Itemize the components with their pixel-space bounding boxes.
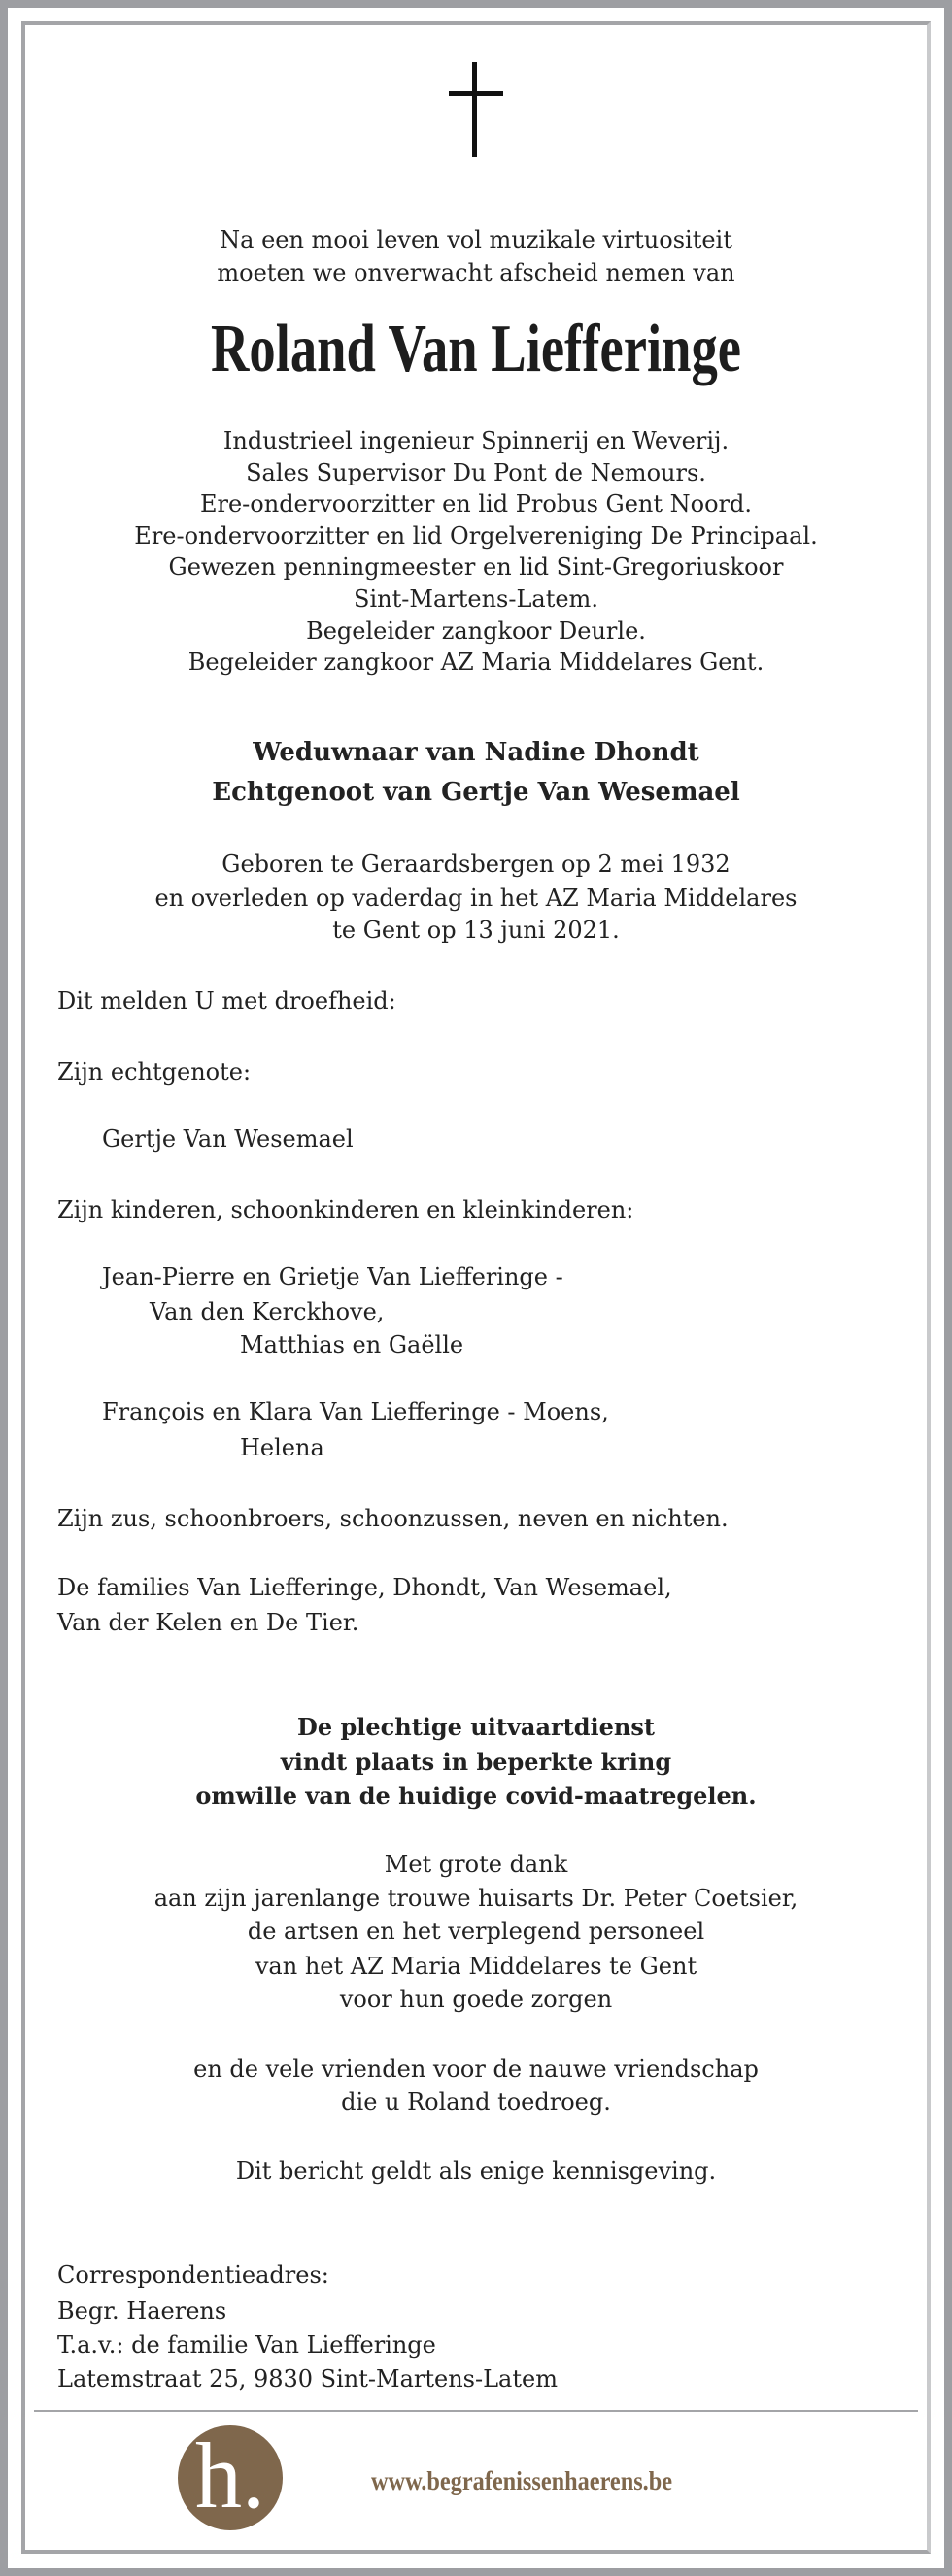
logo-letter: h. xyxy=(195,2425,265,2527)
thanks-line: van het AZ Maria Middelares te Gent xyxy=(255,1953,697,1980)
friends-line: en de vele vrienden voor de nauwe vriendschap xyxy=(193,2056,759,2083)
footer-divider xyxy=(34,2410,918,2412)
service-line: De plechtige uitvaartdienst xyxy=(297,1713,655,1741)
thanks-line: de artsen en het verplegend personeel xyxy=(247,1918,705,1945)
title-line: Ere-ondervoorzitter en lid Probus Gent Noord. xyxy=(199,490,753,518)
wife-heading: Zijn echtgenote: xyxy=(57,1058,252,1086)
child-line: Jean-Pierre en Grietje Van Liefferinge - xyxy=(102,1263,563,1290)
birth-line: te Gent op 13 juni 2021. xyxy=(332,917,620,944)
intro-line: moeten we onverwacht afscheid nemen van xyxy=(217,259,735,286)
families-line: Van der Kelen en De Tier. xyxy=(57,1609,359,1636)
grandchild-line: Helena xyxy=(240,1434,324,1461)
families-line: De families Van Liefferinge, Dhondt, Van Wesemael, xyxy=(57,1574,672,1601)
title-line: Ere-ondervoorzitter en lid Orgelvereniging De Principaal. xyxy=(134,522,818,550)
child-line: Van den Kerckhove, xyxy=(150,1298,385,1325)
friends-line: die u Roland toedroeg. xyxy=(341,2089,611,2116)
address-line: Begr. Haerens xyxy=(57,2297,227,2325)
grandchild-line: Matthias en Gaëlle xyxy=(240,1331,464,1358)
birth-line: en overleden op vaderdag in het AZ Maria Middelares xyxy=(154,885,798,912)
notice-text: Dit bericht geldt als enige kennisgeving. xyxy=(235,2158,717,2185)
title-line: Sint-Martens-Latem. xyxy=(354,585,598,613)
announce-text: Dit melden U met droefheid: xyxy=(57,987,396,1015)
funeral-home-logo xyxy=(178,2425,283,2530)
wife-name: Gertje Van Wesemael xyxy=(102,1125,354,1153)
address-line: T.a.v.: de familie Van Liefferinge xyxy=(57,2331,436,2359)
title-line: Begeleider zangkoor AZ Maria Middelares Gent. xyxy=(187,649,765,676)
children-heading: Zijn kinderen, schoonkinderen en kleinkinderen: xyxy=(57,1196,634,1223)
address-line: Latemstraat 25, 9830 Sint-Martens-Latem xyxy=(57,2365,558,2392)
siblings-text: Zijn zus, schoonbroers, schoonzussen, neven en nichten. xyxy=(57,1505,729,1532)
title-line: Industrieel ingenieur Spinnerij en Weverij. xyxy=(222,427,730,454)
title-line: Begeleider zangkoor Deurle. xyxy=(306,618,646,645)
cross-icon xyxy=(449,62,503,157)
birth-line: Geboren te Geraardsbergen op 2 mei 1932 xyxy=(221,851,731,878)
website-link[interactable]: www.begrafenissenhaerens.be xyxy=(371,2466,673,2495)
spouse-line: Echtgenoot van Gertje Van Wesemael xyxy=(212,778,740,807)
deceased-name: Roland Van Liefferinge xyxy=(210,312,742,386)
spouse-line: Weduwnaar van Nadine Dhondt xyxy=(253,738,699,767)
service-line: omwille van de huidige covid-maatregelen. xyxy=(195,1782,757,1810)
service-line: vindt plaats in beperkte kring xyxy=(280,1748,672,1776)
title-line: Sales Supervisor Du Pont de Nemours. xyxy=(246,459,706,486)
thanks-line: aan zijn jarenlange trouwe huisarts Dr. Peter Coetsier, xyxy=(153,1885,799,1912)
intro-line: Na een mooi leven vol muzikale virtuositeit xyxy=(220,226,732,253)
thanks-line: voor hun goede zorgen xyxy=(339,1986,613,2013)
address-line: Correspondentieadres: xyxy=(57,2261,329,2289)
title-line: Gewezen penningmeester en lid Sint-Gregoriuskoor xyxy=(168,553,784,581)
child-line: François en Klara Van Liefferinge - Moens, xyxy=(102,1398,609,1425)
thanks-line: Met grote dank xyxy=(384,1851,568,1878)
